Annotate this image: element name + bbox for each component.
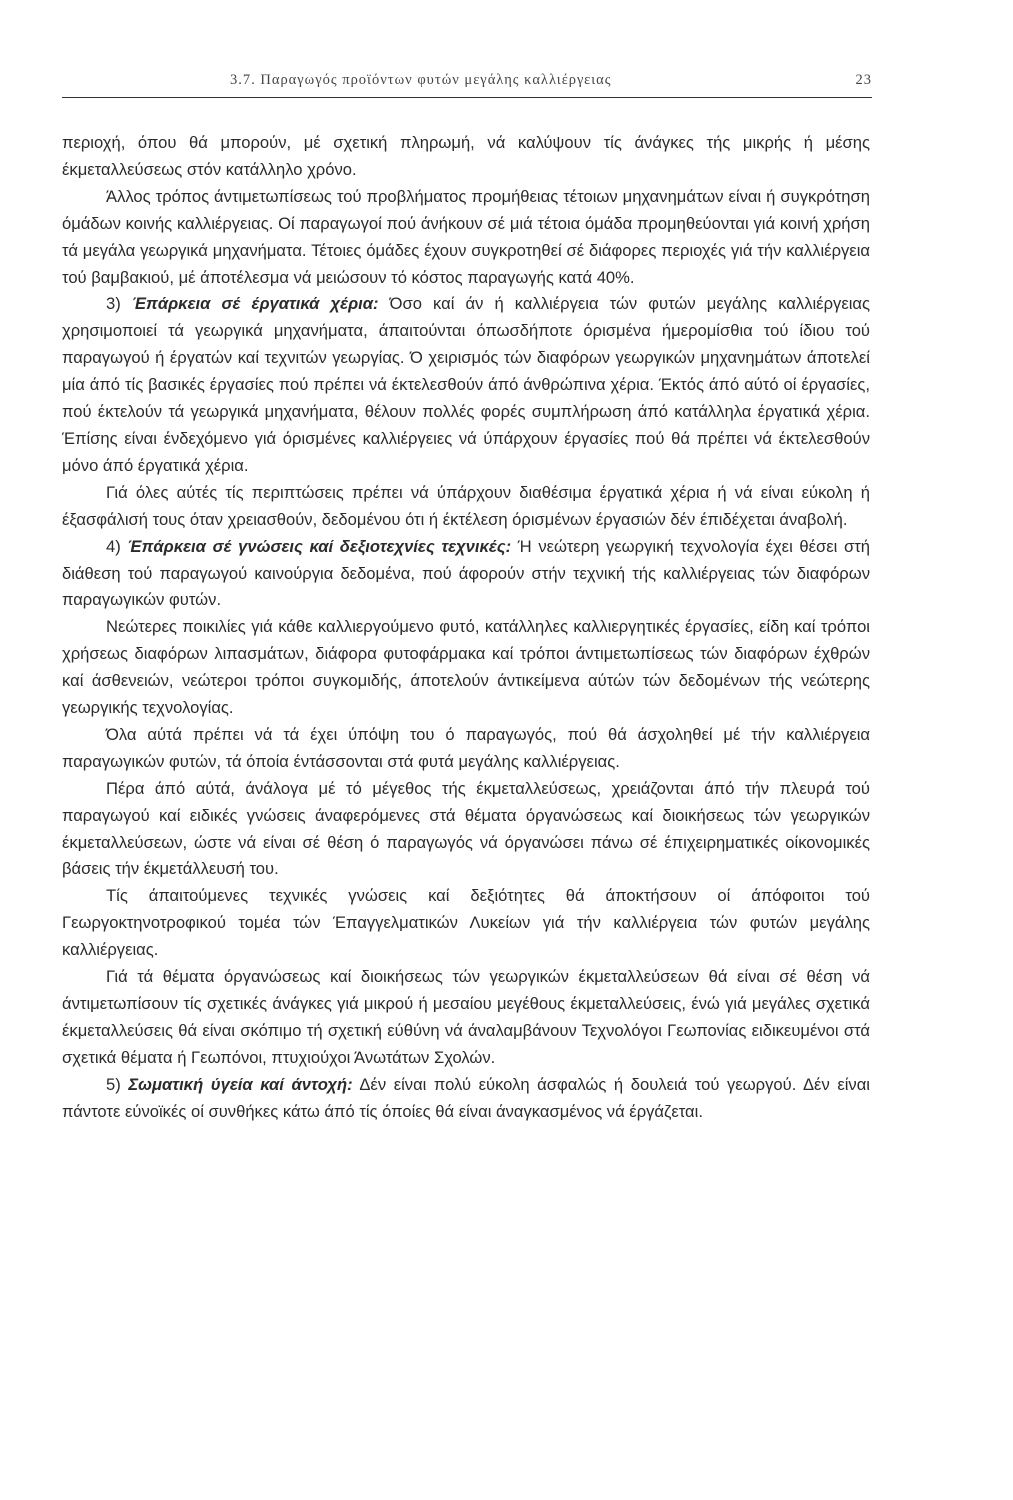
numbered-paragraph: 3) Έπάρκεια σέ έργατικά χέρια: Όσο καί άν ή καλλιέργεια τών φυτών μεγάλης καλλιέργειας χρησιμοποιεί τά γεωργικά μηχανήματα, άπαιτούνται όπωσδήποτε όρισμένα ήμερομίσθια τού ίδιου τού παραγωγού ή έργατών καί τεχνιτών γεωργίας. Ό χειρισμός τών διαφόρων γεωργικών μηχανημάτων άποτελεί μία άπό τίς βασικές έργασίες πού πρέπει νά έκτελεσθούν άπό άνθρώπινα χέρια. Έκτός άπό αύτό οί έργασίες, πού έκτελούν τά γεωργικά μηχανήματα, θέλουν πολλές φορές συμπλήρωση άπό κατάλληλα έργατικά χέρια. Έπίσης είναι ένδεχόμενο γιά όρισμένες καλλιέργειες νά ύπάρχουν έργασίες πού θά πρέπει νά έκτελεσθούν μόνο άπό έργατικά χέρια. (62, 294, 870, 475)
paragraph: Άλλος τρόπος άντιμετωπίσεως τού προβλήματος προμήθειας τέτοιων μηχανημάτων είναι ή συγκρότηση όμάδων κοινής καλλιέργειας. Οί παραγωγοί πού άνήκουν σέ μιά τέτοια όμάδα προμηθεύονται γιά κοινή χρήση τά μεγάλα γεωργικά μηχανήματα. Τέτοιες όμάδες έχουν συγκροτηθεί σέ διάφορες περιοχές γιά τήν καλλιέργεια τού βαμβακιού, μέ άποτέλεσμα νά μειώσουν τό κόστος παραγωγής κατά 40%. (62, 186, 870, 287)
numbered-paragraph: 4) Έπάρκεια σέ γνώσεις καί δεξιοτεχνίες τεχνικές: Ή νεώτερη γεωργική τεχνολογία έχει θέσει στή διάθεση τού παραγωγού καινούργια δεδομένα, πού άφορούν στήν τεχνική τής καλλιέργειας τών διαφόρων παραγωγικών φυτών. (62, 536, 870, 610)
paragraph: Τίς άπαιτούμενες τεχνικές γνώσεις καί δεξιότητες θά άποκτήσουν οί άπόφοιτοι τού Γεωργοκτηνοτροφικού τομέα τών Έπαγγελματικών Λυκείων γιά τήν καλλιέργεια τών φυτών μεγάλης καλλιέργειας. (62, 886, 870, 960)
paragraph: Νεώτερες ποικιλίες γιά κάθε καλλιεργούμενο φυτό, κατάλληλες καλλιεργητικές έργασίες, είδη καί τρόποι χρήσεως διαφόρων λιπασμάτων, διάφορα φυτοφάρμακα καί τρόποι άντιμετωπίσεως τών διαφόρων έχθρών καί άσθενειών, νεώτεροι τρόποι συγκομιδής, άποτελούν άντικείμενα αύτών τών δεδομένων τής νεώτερης γεωργικής τεχνολογίας. (62, 617, 870, 718)
paragraph: περιοχή, όπου θά μπορούν, μέ σχετική πληρωμή, νά καλύψουν τίς άνάγκες τής μικρής ή μέσης έκμεταλλεύσεως στόν κατάλληλο χρόνο. (62, 133, 870, 179)
paragraph: Γιά τά θέματα όργανώσεως καί διοικήσεως τών γεωργικών έκμεταλλεύσεων θά είναι σέ θέση νά άντιμετωπίσουν τίς σχετικές άνάγκες γιά μικρού ή μεσαίου μεγέθους έκμεταλλεύσεις, ένώ γιά μεγάλες σχετικά έκμεταλλεύσεις θά είναι σκόπιμο τή σχετική εύθύνη νά άναλαμβάνουν Τεχνολόγοι Γεωπονίας ειδικευμένοι στά σχετικά θέματα ή Γεωπόνοι, πτυχιούχοι Άνωτάτων Σχολών. (62, 967, 870, 1067)
item-number: 5) (106, 1074, 121, 1094)
paragraph: Πέρα άπό αύτά, άνάλογα μέ τό μέγεθος τής έκμεταλλεύσεως, χρειάζονται άπό τήν πλευρά τού παραγωγού καί ειδικές γνώσεις άναφερόμενες στά θέματα όργανώσεως καί διοικήσεως τών γεωργικών έκμεταλλεύσεων, ώστε νά είναι σέ θέση ό παραγωγός νά όργανώσει πάνω σέ έπιχειρηματικές οίκονομικές βάσεις τήν έκμετάλλευσή του. (62, 778, 870, 879)
section-heading: Έπάρκεια σέ έργατικά χέρια: (131, 294, 379, 314)
section-heading: Σωματική ύγεία καί άντοχή: (128, 1074, 353, 1094)
numbered-paragraph: 5) Σωματική ύγεία καί άντοχή: Δέν είναι πολύ εύκολη άσφαλώς ή δουλειά τού γεωργού. Δέν είναι πάντοτε εύνοϊκές οί συνθήκες κάτω άπό τίς όποίες θά είναι άναγκασμένος νά έργάζεται. (62, 1074, 870, 1121)
body-text (62, 130, 870, 1126)
section-heading: Έπάρκεια σέ γνώσεις καί δεξιοτεχνίες τεχνικές: (127, 536, 512, 556)
paragraph: Όλα αύτά πρέπει νά τά έχει ύπόψη του ό παραγωγός, πού θά άσχοληθεί μέ τήν καλλιέργεια παραγωγικών φυτών, τά όποία έντάσσονται στά φυτά μεγάλης καλλιέργειας. (62, 724, 870, 771)
paragraph: Γιά όλες αύτές τίς περιπτώσεις πρέπει νά ύπάρχουν διαθέσιμα έργατικά χέρια ή νά είναι εύκολη ή έξασφάλισή τους όταν χρειασθούν, δεδομένου ότι ή έκτέλεση όρισμένων έργασιών δέν έπιδέχεται άναβολή. (62, 482, 870, 529)
item-number: 4) (106, 536, 121, 556)
item-number: 3) (106, 294, 121, 314)
running-title: 3.7. Παραγωγός προϊόντων φυτών μεγάλης καλλιέργειας (230, 72, 612, 88)
header-rule (62, 97, 872, 98)
page-number: 23 (855, 72, 872, 88)
